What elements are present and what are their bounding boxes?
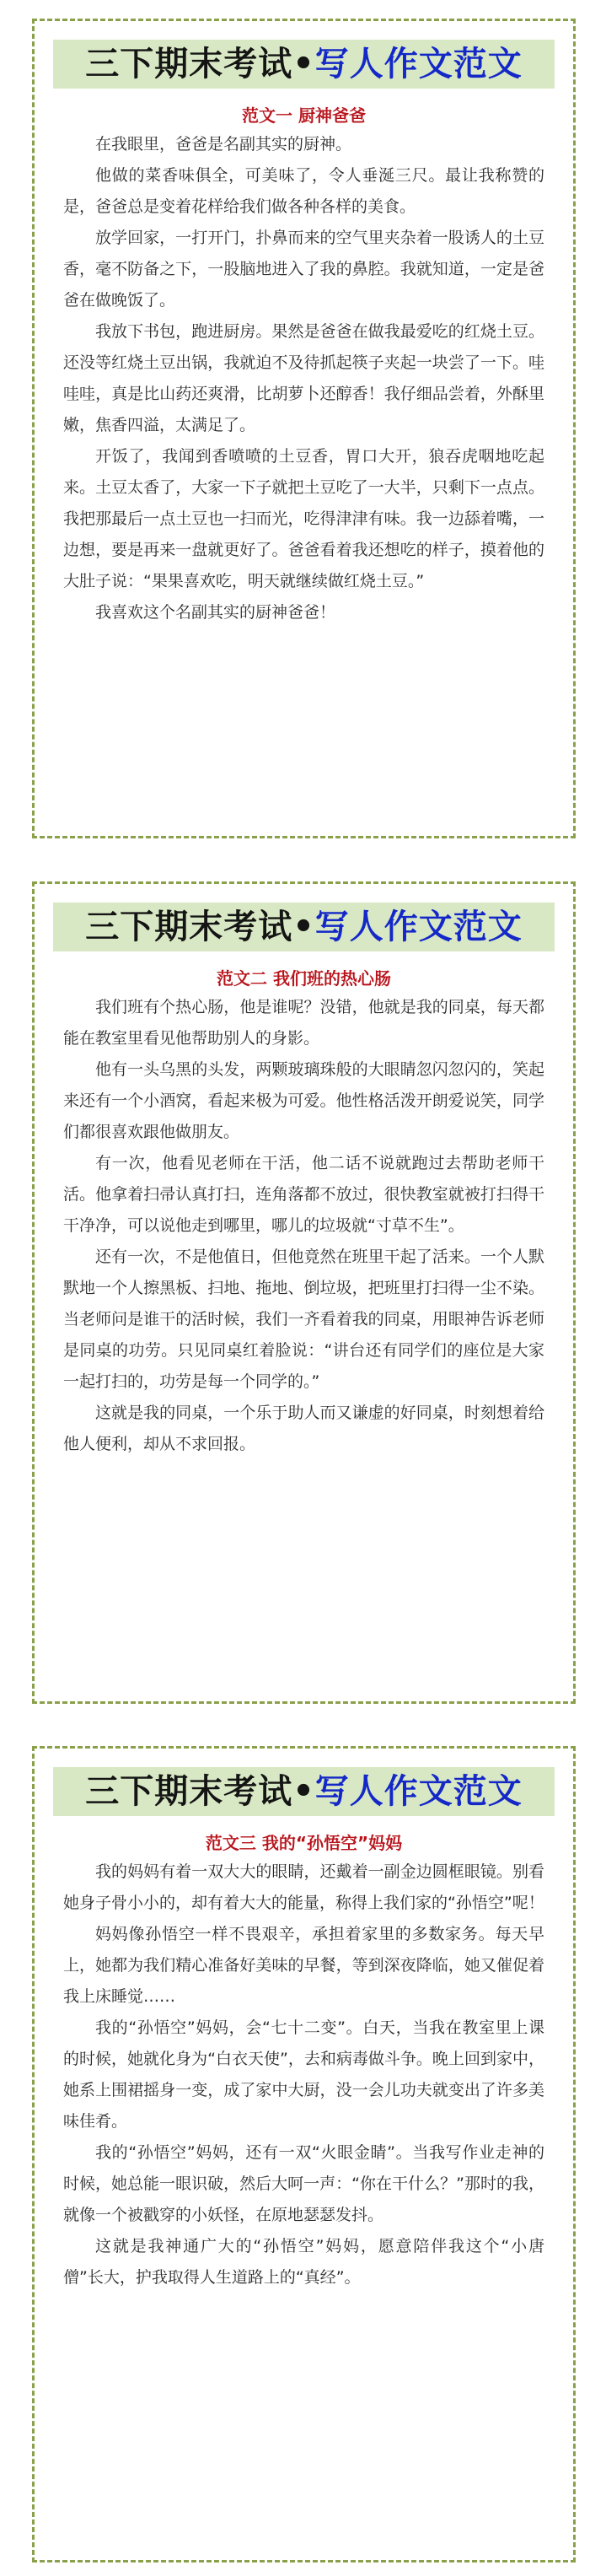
essay-body <box>63 1857 544 2293</box>
essay-paragraph: 他有一头乌黑的头发，两颗玻璃珠般的大眼睛忽闪忽闪的，笑起来还有一个小酒窝，看起来极为可爱。他性格活泼开朗爱说笑，同学们都很喜欢跟他做朋友。 <box>63 1060 544 1141</box>
title-banner <box>53 1767 555 1816</box>
title-dot: • <box>292 45 315 84</box>
essay-paragraph: 妈妈像孙悟空一样不畏艰辛，承担着家里的多数家务。每天早上，她都为我们精心准备好美味的早餐，等到深夜降临，她又催促着我上床睡觉…… <box>63 1925 544 2006</box>
essay-subtitle: 范文三 我的“孙悟空”妈妈 <box>205 1833 403 1853</box>
title-text-black: 三下期末考试 <box>85 45 293 84</box>
essay-paragraph: 开饭了，我闻到香喷喷的土豆香，胃口大开，狼吞虎咽地吃起来。土豆太香了，大家一下子就把土豆吃了一大半，只剩下一点点。我把那最后一点土豆也一扫而光，吃得津津有味。我一边舔着嘴，一边想，要是再来一盘就更好了。爸爸看着我还想吃的样子，摸着他的大肚子说：“果果喜欢吃，明天就继续做红烧土豆。” <box>63 447 544 590</box>
title-banner <box>53 40 555 89</box>
essay-paragraph: 有一次，他看见老师在干活，他二话不说就跑过去帮助老师干活。他拿着扫帚认真打扫，连角落都不放过，很快教室就被打扫得干干净净，可以说他走到哪里，哪儿的垃圾就“寸草不生”。 <box>63 1154 544 1235</box>
essay-paragraph: 在我眼里，爸爸是名副其实的厨神。 <box>95 135 352 154</box>
essay-paragraph: 他做的菜香味俱全，可美味了，令人垂涎三尺。最让我称赞的是，爸爸总是变着花样给我们做各种各样的美食。 <box>63 166 544 216</box>
title-dot: • <box>292 1772 315 1811</box>
title-dot: • <box>292 908 315 946</box>
title-text-blue: 写人作文范文 <box>314 908 523 946</box>
essay-card-1 <box>32 19 576 838</box>
essay-paragraph: 我的“孙悟空”妈妈，还有一双“火眼金睛”。当我写作业走神的时候，她总能一眼识破，然后大呵一声：“你在干什么？”那时的我，就像一个被戳穿的小妖怪，在原地瑟瑟发抖。 <box>63 2143 544 2224</box>
essay-subtitle: 范文二 我们班的热心肠 <box>217 968 391 989</box>
essay-paragraph: 放学回家，一打开门，扑鼻而来的空气里夹杂着一股诱人的土豆香，毫不防备之下，一股脑地进入了我的鼻腔。我就知道，一定是爸爸在做晚饭了。 <box>63 229 544 310</box>
title-banner <box>53 903 555 951</box>
essay-paragraph: 我放下书包，跑进厨房。果然是爸爸在做我最爱吃的红烧土豆。还没等红烧土豆出锅，我就迫不及待抓起筷子夹起一块尝了一下。哇哇哇，真是比山药还爽滑，比胡萝卜还醇香！我仔细品尝着，外酥里嫩，焦香四溢，太满足了。 <box>63 322 544 434</box>
essay-card-3 <box>32 1746 576 2563</box>
essay-body <box>63 992 544 1460</box>
essay-subtitle: 范文一 厨神爸爸 <box>242 105 366 126</box>
title-text-black: 三下期末考试 <box>85 1772 293 1811</box>
essay-paragraph: 我的“孙悟空”妈妈，会“七十二变”。白天，当我在教室里上课的时候，她就化身为“白衣天使”，去和病毒做斗争。晚上回到家中，她系上围裙摇身一变，成了家中大厨，没一会儿功夫就变出了许多美味佳肴。 <box>63 2018 544 2131</box>
essay-paragraph: 这就是我神通广大的“孙悟空”妈妈，愿意陪伴我这个“小唐僧”长大，护我取得人生道路上的“真经”。 <box>63 2237 544 2287</box>
essay-paragraph: 我的妈妈有着一双大大的眼睛，还戴着一副金边圆框眼镜。别看她身子骨小小的，却有着大大的能量，称得上我们家的“孙悟空”呢！ <box>63 1862 544 1912</box>
essay-paragraph: 我们班有个热心肠，他是谁呢？没错，他就是我的同桌，每天都能在教室里看见他帮助别人的身影。 <box>63 998 544 1048</box>
title-text-blue: 写人作文范文 <box>314 45 523 84</box>
essay-body <box>63 129 544 628</box>
essay-paragraph: 这就是我的同桌，一个乐于助人而又谦虚的好同桌，时刻想着给他人便利，却从不求回报。 <box>63 1404 544 1453</box>
title-text-black: 三下期末考试 <box>85 908 293 946</box>
essay-paragraph: 还有一次，不是他值日，但他竟然在班里干起了活来。一个人默默地一个人擦黑板、扫地、拖地、倒垃圾，把班里打扫得一尘不染。当老师问是谁干的活时候，我们一齐看着我的同桌，用眼神告诉老师是同桌的功劳。只见同桌红着脸说：“讲台还有同学们的座位是大家一起打扫的，功劳是每一个同学的。” <box>63 1248 544 1391</box>
essay-card-2 <box>32 881 576 1704</box>
title-text-blue: 写人作文范文 <box>314 1772 523 1811</box>
essay-paragraph: 我喜欢这个名副其实的厨神爸爸！ <box>95 603 336 622</box>
